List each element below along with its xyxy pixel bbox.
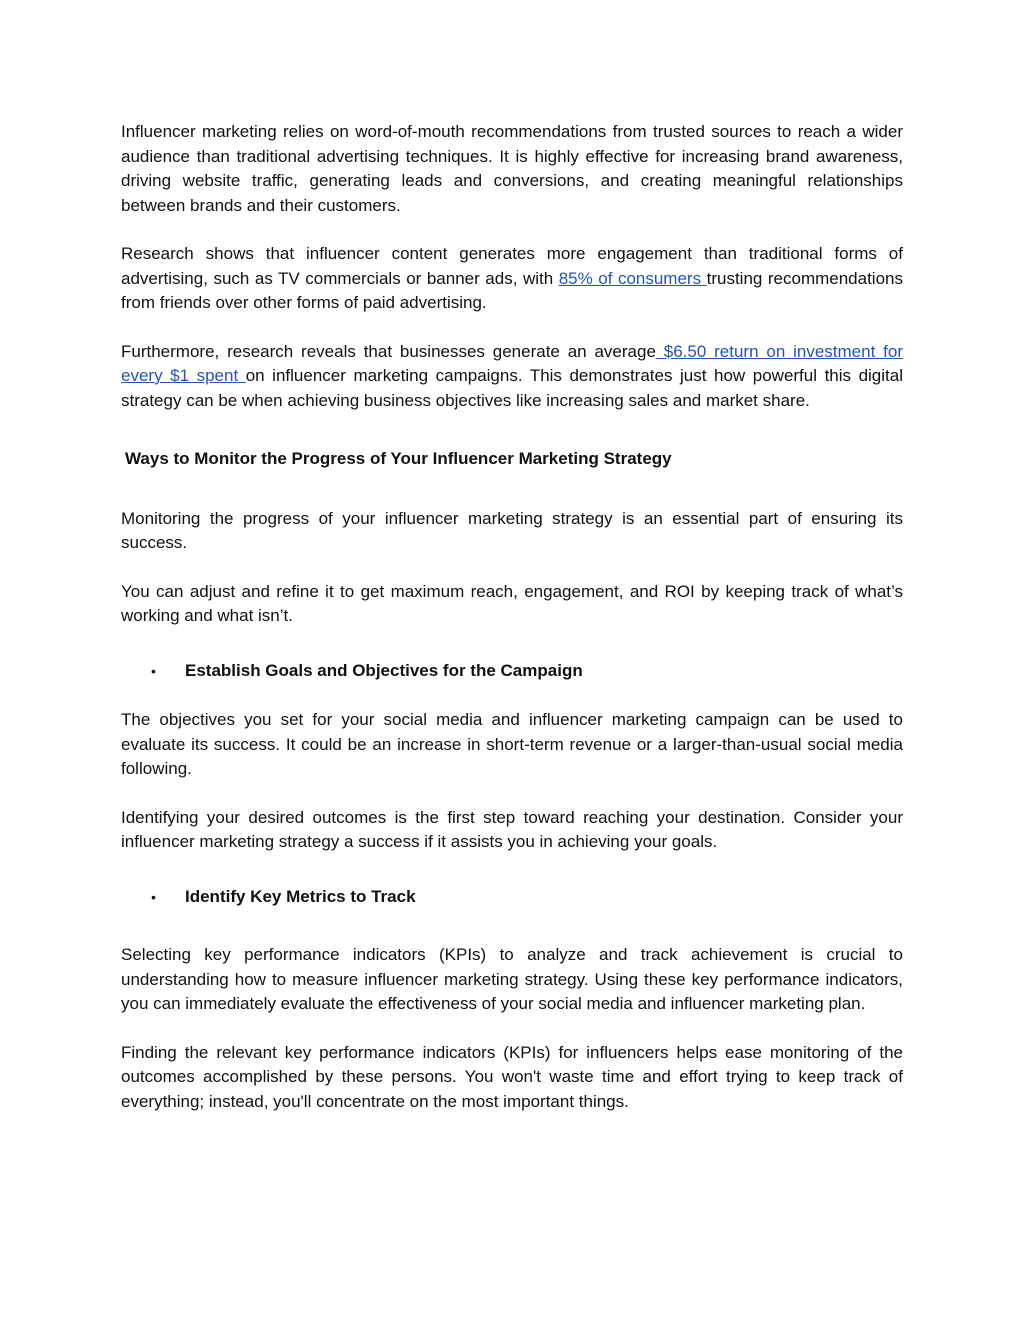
intro-paragraph: Influencer marketing relies on word-of-mouth recommendations from trusted sources to reach a wider audience than traditional advertising techniques. It is highly effective for increasing brand awareness, driving website traffic, generating leads and conversions, and creating meaningful relationships between brands and their customers.: [121, 122, 903, 215]
bullet-metrics: [121, 885, 903, 910]
section-heading: Ways to Monitor the Progress of Your Influencer Marketing Strategy: [125, 449, 672, 468]
kpi-paragraph: Selecting key performance indicators (KPIs) to analyze and track achievement is crucial to understanding how to measure influencer marketing strategy. Using these key performance indicators, you can immediately evaluate the effectiveness of your social media and influencer marketing plan.: [121, 945, 903, 1013]
bullet-metrics-label: Identify Key Metrics to Track: [185, 886, 416, 906]
research-text-before: Research shows that influencer content generates more engagement than traditional forms of advertising, such as TV commercials or banner ads, with: [121, 244, 903, 288]
research-text-after: trusting recommendations from friends over other forms of paid advertising.: [121, 268, 903, 312]
document-page: [121, 120, 903, 1114]
bullet-goals-label: Establish Goals and Objectives for the Campaign: [185, 660, 583, 680]
kpi-relevance-paragraph: Finding the relevant key performance indicators (KPIs) for influencers helps ease monitoring of the outcomes accomplished by these persons. You won't waste time and effort trying to keep track of everything; instead, you'll concentrate on the most important things.: [121, 1042, 903, 1111]
roi-text-before: Furthermore, research reveals that businesses generate an average: [121, 341, 656, 361]
monitoring-paragraph: Monitoring the progress of your influencer marketing strategy is an essential part of ensuring its success.: [121, 508, 903, 552]
bullet-goals: [121, 659, 903, 684]
roi-stat-link[interactable]: $6.50 return on investment for every $1 spent: [121, 341, 903, 385]
adjust-paragraph: You can adjust and refine it to get maximum reach, engagement, and ROI by keeping track of what’s working and what isn’t.: [121, 581, 903, 625]
bullet-marker: •: [151, 662, 156, 679]
roi-paragraph: [121, 340, 903, 414]
consumers-stat-link[interactable]: 85% of consumers: [558, 268, 707, 288]
roi-text-after: on influencer marketing campaigns. This demonstrates just how powerful this digital strategy can be when achieving business objectives like increasing sales and market share.: [121, 366, 903, 410]
bullet-marker: •: [151, 888, 156, 905]
objectives-paragraph: The objectives you set for your social media and influencer marketing campaign can be used to evaluate its success. It could be an increase in short-term revenue or a larger-than-usual social media following.: [121, 710, 903, 778]
outcomes-paragraph: Identifying your desired outcomes is the first step toward reaching your destination. Consider your influencer marketing strategy a success if it assists you in achieving your goals.: [121, 807, 903, 851]
research-paragraph: [121, 242, 903, 316]
